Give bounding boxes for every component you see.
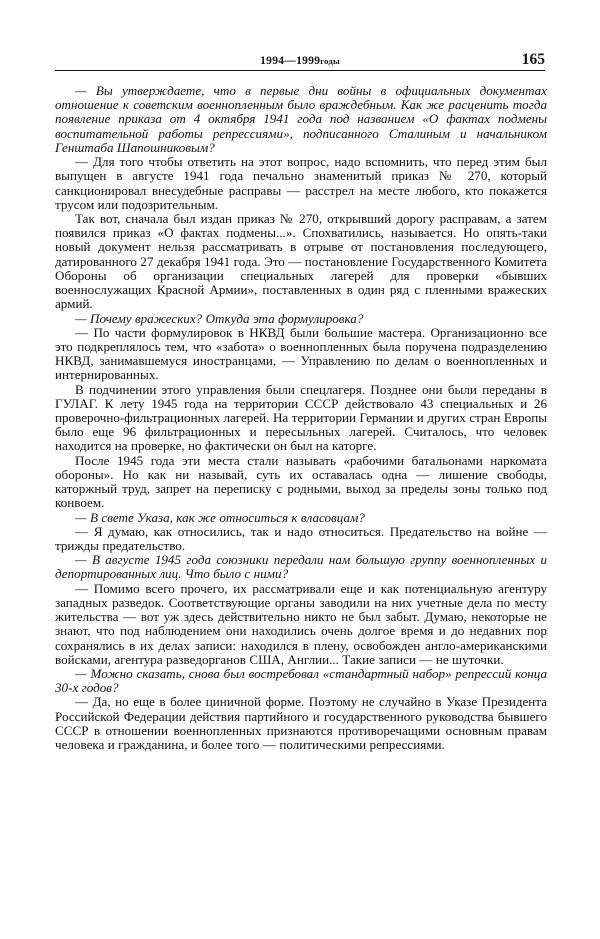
paragraph-q-wording: — Почему вражеских? Откуда эта формулировка? [75, 310, 364, 326]
running-head-title [55, 55, 545, 68]
paragraph-a-allies-1945: — Помимо всего прочего, их рассматривали еще и как потенциальную агентуру западных разведок. Соответствующие органы заводили на них учетные дела по месту жительства — вот уж здесь действительно никто не был забыт. Думаю, некоторые не знают, что под наблюдением они находились очень долгое время и до недавних пор сохранялись в их делах записи: находился в плену, освобожден англо-американскими войсками, агентура разведорганов США, Англии... Такие записи — не шуточки. [55, 580, 547, 667]
running-head [55, 51, 545, 73]
paragraph-q-order-1941: — Вы утверждаете, что в первые дни войны в официальных документах отношение к советским военнопленным было враждебным. Как же расценить тогда появление приказа от 4 октября 1941 года под названием «О фактах подмены воспитательной работы репрессиями», подписанного Сталиным и начальником Генштаба Шапошниковым? [55, 83, 547, 155]
paragraph-q-vlasovtsy: — В свете Указа, как же относиться к власовцам? [75, 509, 365, 525]
paragraph-a-gko-decree: Так вот, сначала был издан приказ № 270, открывший дорогу расправам, а затем появился приказ «О фактах подмены...». Спохватились, называется. Но опять-таки новый документ нельзя рассматривать в отрыве от постановления последующего, датированного 27 декабря 1941 года. Это — постановление Государственного Комитета Обороны об организации специальных лагерей для проверки «бывших военнослужащих Красной Армии», поставленных в один ряд с пленными вражеских армий. [55, 210, 547, 312]
paragraph-a-speclagerya: В подчинении этого управления были спецлагеря. Позднее они были переданы в ГУЛАГ. К лету 1945 года на территории СССР действовало 43 специальных и 26 проверочно-фильтрационных лагерей. На территории Германии и других стран Европы было еще 96 фильтрационных и пересыльных лагерей. Считалось, что человек находится на проверке, но фактически он был на каторге. [55, 381, 547, 454]
paragraph-a-nkvd-wording: — По части формулировок в НКВД были большие мастера. Организационно все это подкреплялось тем, что «забота» о военнопленных была поручена подразделению НКВД, занимавшемуся иностранцами, — Управлению по делам о военнопленных и интернированных. [55, 324, 547, 383]
running-head-word: годы [320, 56, 340, 66]
paragraph-a-vlasovtsy: — Я думаю, как относились, так и надо относиться. Предательство на войне — трижды предательство. [55, 523, 547, 553]
paragraph-q-standard-set: — Можно сказать, снова был востребовал «стандартный набор» репрессий конца 30-х годов? [55, 665, 547, 696]
running-head-rule [55, 51, 545, 71]
paragraph-a-order-270: — Для того чтобы ответить на этот вопрос, надо вспомнить, что перед этим был выпущен в августе 1941 года печально знаменитый приказ № 270, который санкционировал внесудебные расправы — расстрел на месте любого, кто покажется трусом или подозрительным. [55, 154, 547, 212]
paragraph-a-rabbat: После 1945 года эти места стали называть «рабочими батальонами наркомата обороны». Но как ни называй, суть их оставалась одна — лишение свободы, каторжный труд, запрет на переписку с родными, выход за пределы зоны только под конвоем. [55, 452, 547, 511]
body-text-column [55, 84, 547, 752]
page-number: 165 [521, 51, 545, 68]
paragraph-a-ukaz-final: — Да, но еще в более циничной форме. Поэтому не случайно в Указе Президента Российской Федерации действия партийного и государственного руководства бывшего СССР в отношении военнопленных признаются противоречащими основным правам человека и гражданина, и более того — политическими репрессиями. [55, 694, 547, 753]
paragraph-q-allies-1945: — В августе 1945 года союзники передали нам большую группу военнопленных и депортированных лиц. Что было с ними? [55, 552, 547, 582]
running-head-years: 1994—1999 [260, 55, 321, 67]
